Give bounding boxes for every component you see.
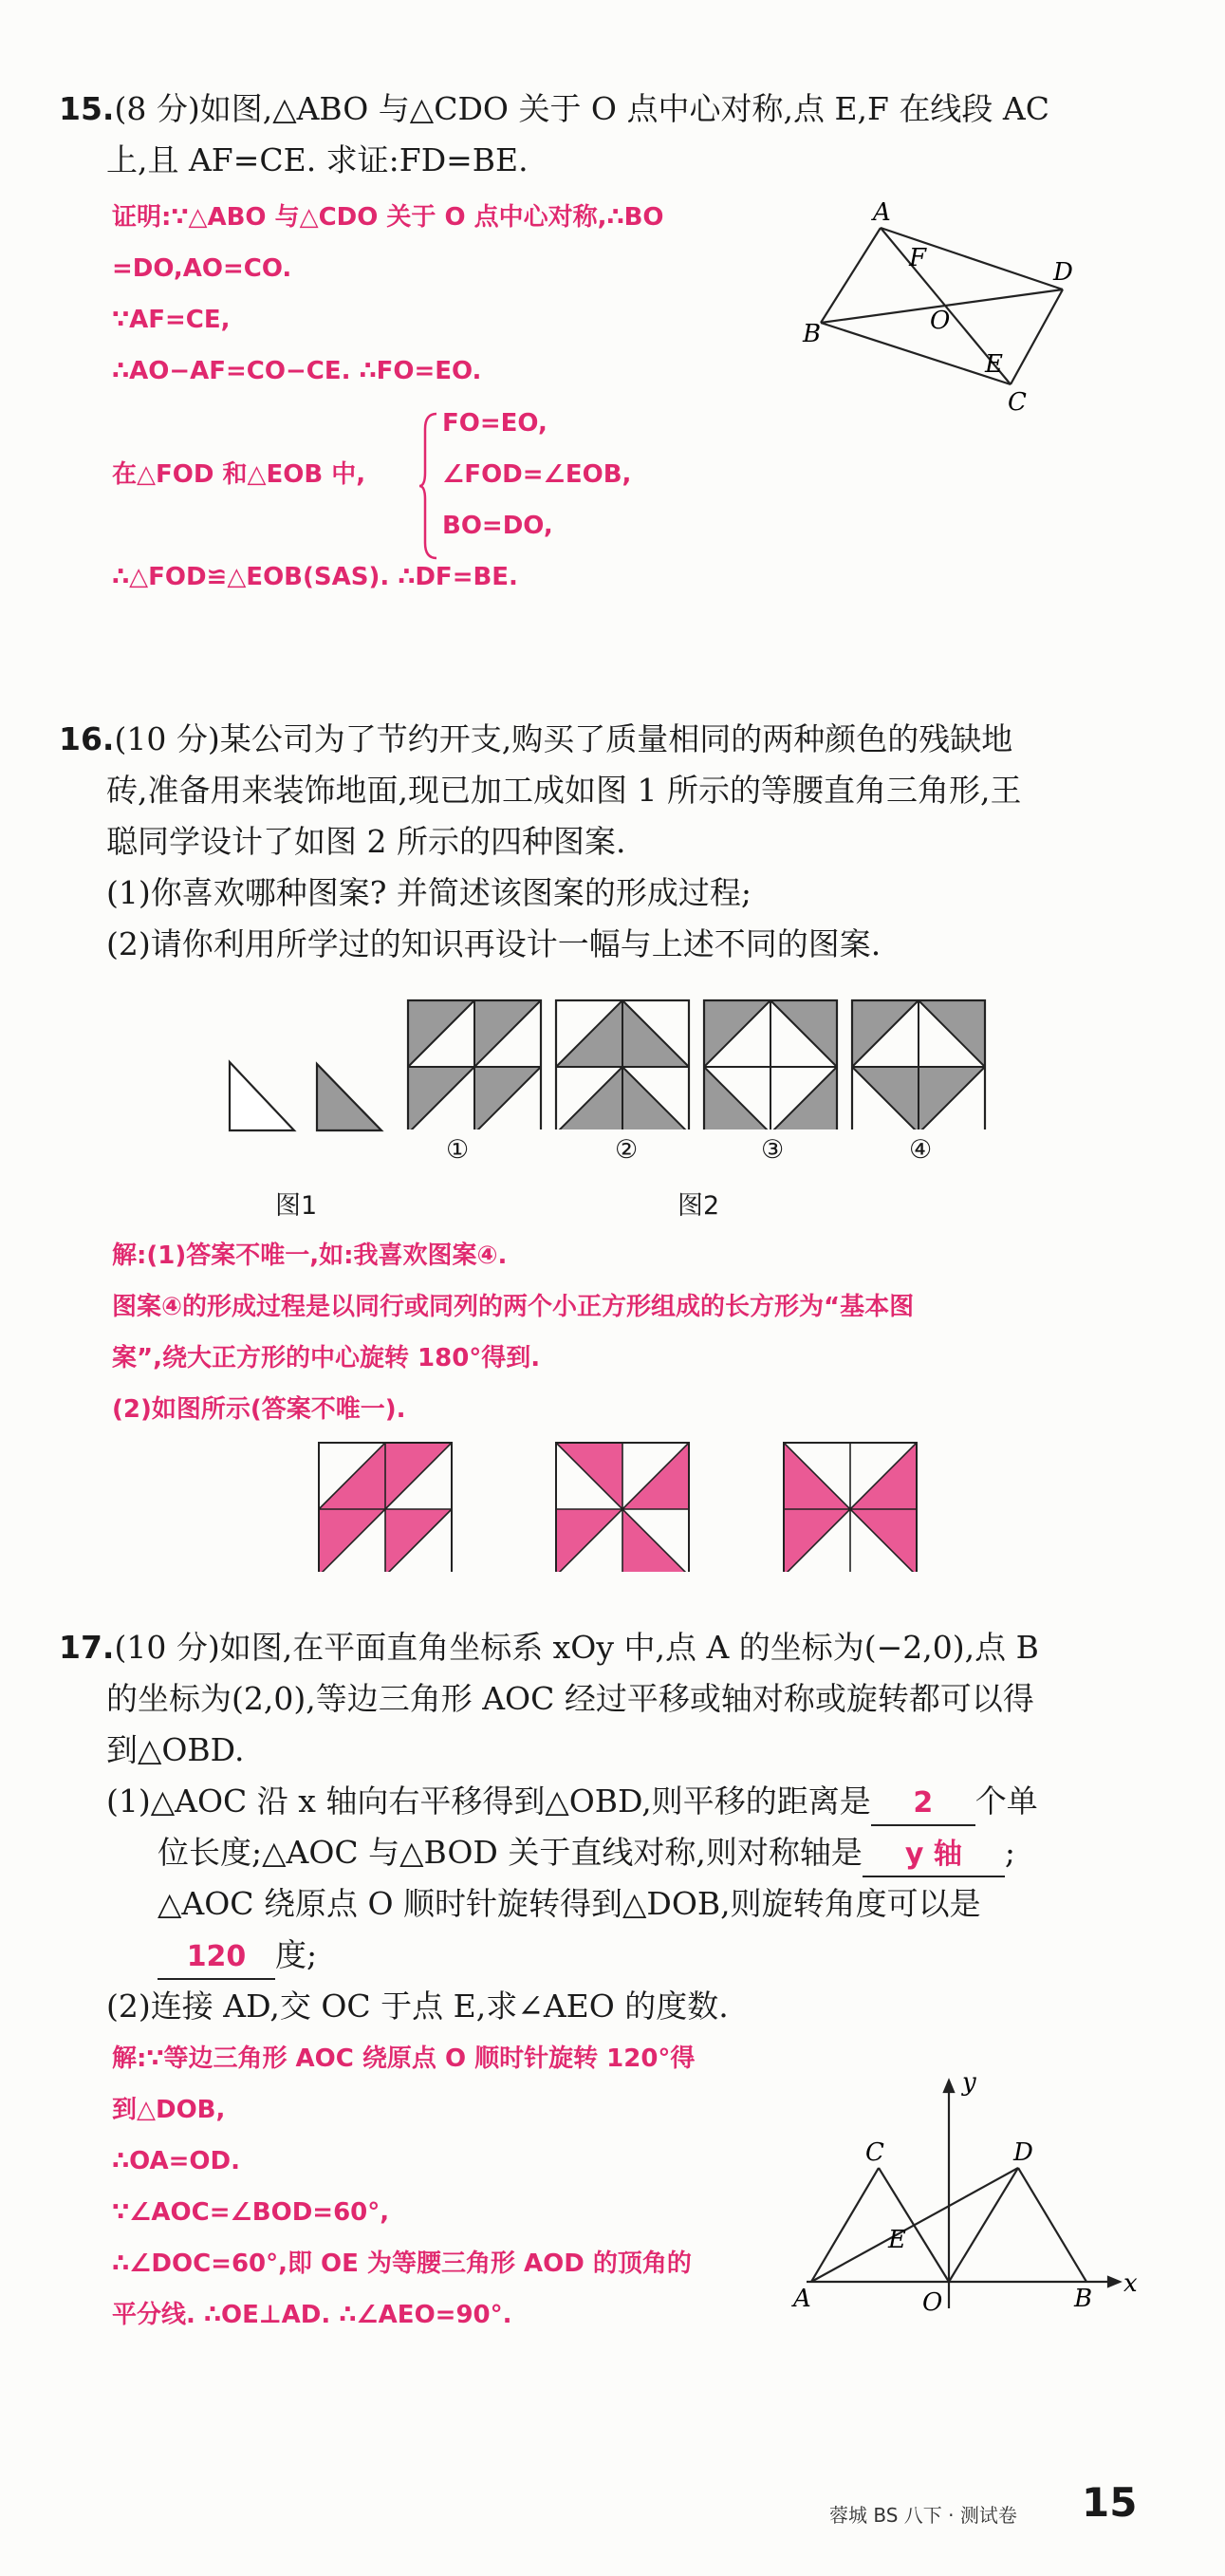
q17-stem: 17.(10 分)如图,在平面直角坐标系 xOy 中,点 A 的坐标为(−2,0),点 B 的坐标为(2,0),等边三角形 AOC 经过平移或轴对称或旋转都可以得 到△OBD.	[59, 1622, 1188, 1776]
q16-stem: 16.(10 分)某公司为了节约开支,购买了质量相同的两种颜色的残缺地 砖,准备用来装饰地面,现已加工成如图 1 所示的等腰直角三角形,王 聪同学设计了如图 2 所示的四种图案. (1)你喜欢哪种图案? 并简述该图案的形成过程; (2)请你利用所学过的知识再设计一幅与上述不同的图案.	[59, 714, 1188, 970]
q15-label-f: F	[909, 244, 927, 272]
q15-proof: 证明:∵△ABO 与△CDO 关于 O 点中心对称,∴BO =DO,AO=CO. ∵AF=CE, ∴AO−AF=CO−CE. ∴FO=EO.	[112, 203, 664, 385]
q17-label-x: x	[1123, 2269, 1138, 2298]
q17-sub1: (1)△AOC 沿 x 轴向右平移得到△OBD,则平移的距离是 2 个单 位长度;△AOC 与△BOD 关于直线对称,则对称轴是 y 轴 ; △AOC 绕原点 O 顺时针旋转得到△DOB,则旋转角度可以是 120 度; (2)连接 AD,交 OC 于点 E,求∠AEO 的度数.	[106, 1783, 1038, 2025]
q15-brace	[418, 410, 440, 562]
q17-figure	[788, 2069, 1148, 2316]
pattern-label-1: ①	[446, 1135, 470, 1165]
answer-pattern-2	[556, 1443, 689, 1572]
q16-number: 16.	[59, 720, 115, 757]
q15-line2: 上,且 AF=CE. 求证:FD=BE.	[106, 141, 529, 178]
q16-answer-patterns	[313, 1439, 930, 1572]
fig1-caption: 图1	[275, 1191, 318, 1221]
q15-in-triangles: 在△FOD 和△EOB 中,	[112, 460, 366, 489]
q15-label-c: C	[1008, 388, 1027, 417]
q16-line1: 16.(10 分)某公司为了节约开支,购买了质量相同的两种颜色的残缺地	[59, 720, 1013, 757]
q17-label-d: D	[1013, 2138, 1033, 2167]
q17-label-a: A	[793, 2285, 811, 2313]
q17-line1: 17.(10 分)如图,在平面直角坐标系 xOy 中,点 A 的坐标为(−2,0),点 B	[59, 1629, 1039, 1666]
q15-label-o: O	[930, 307, 951, 335]
q16-figure2	[404, 997, 993, 1129]
pattern-label-2: ②	[615, 1135, 639, 1165]
answer-pattern-1	[319, 1443, 452, 1572]
blank-distance: 2	[871, 1783, 975, 1826]
q15-label-d: D	[1053, 258, 1073, 287]
q17-label-o: O	[922, 2288, 943, 2316]
q15-system: FO=EO, ∠FOD=∠EOB, BO=DO,	[442, 409, 632, 540]
q17-number: 17.	[59, 1629, 115, 1666]
q16-figure1	[226, 1058, 392, 1134]
q15-number: 15.	[59, 90, 115, 127]
pattern-3	[704, 1000, 837, 1129]
page-number: 15	[1082, 2479, 1138, 2526]
q15-line1: 15.(8 分)如图,△ABO 与△CDO 关于 O 点中心对称,点 E,F 在线段 AC	[59, 90, 1049, 127]
answer-pattern-3	[784, 1443, 917, 1572]
q17-answer: 解:∵等边三角形 AOC 绕原点 O 顺时针旋转 120°得 到△DOB, ∴OA=OD. ∵∠AOC=∠BOD=60°, ∴∠DOC=60°,即 OE 为等腰三角形 AOD 的顶角的 平分线. ∴OE⊥AD. ∴∠AEO=90°.	[112, 2044, 696, 2329]
footer-text: 蓉城 BS 八下 · 测试卷	[829, 2504, 1017, 2527]
pattern-4	[852, 1000, 985, 1129]
q15-label-e: E	[985, 350, 1003, 379]
q15-figure	[797, 190, 1158, 427]
pattern-2	[556, 1000, 689, 1129]
q15-label-b: B	[803, 320, 822, 348]
q15-stem	[59, 84, 1179, 186]
q17-label-b: B	[1074, 2285, 1093, 2313]
q17-label-e: E	[888, 2226, 906, 2254]
q15-label-a: A	[873, 198, 891, 227]
q15-conclusion: ∴△FOD≌△EOB(SAS). ∴DF=BE.	[112, 563, 518, 591]
fig2-caption: 图2	[677, 1191, 720, 1221]
pattern-label-3: ③	[761, 1135, 785, 1165]
blank-angle: 120	[158, 1936, 275, 1980]
blank-axis: y 轴	[863, 1834, 1005, 1877]
q17-label-c: C	[865, 2138, 884, 2167]
pattern-label-4: ④	[909, 1135, 933, 1165]
q16-answer: 解:(1)答案不唯一,如:我喜欢图案④. 图案④的形成过程是以同行或同列的两个小正方形组成的长方形为“基本图 案”,绕大正方形的中心旋转 180°得到. (2)如图所示(答案不唯一).	[112, 1241, 915, 1424]
q17-label-y: y	[962, 2069, 976, 2097]
pattern-1	[408, 1000, 541, 1129]
